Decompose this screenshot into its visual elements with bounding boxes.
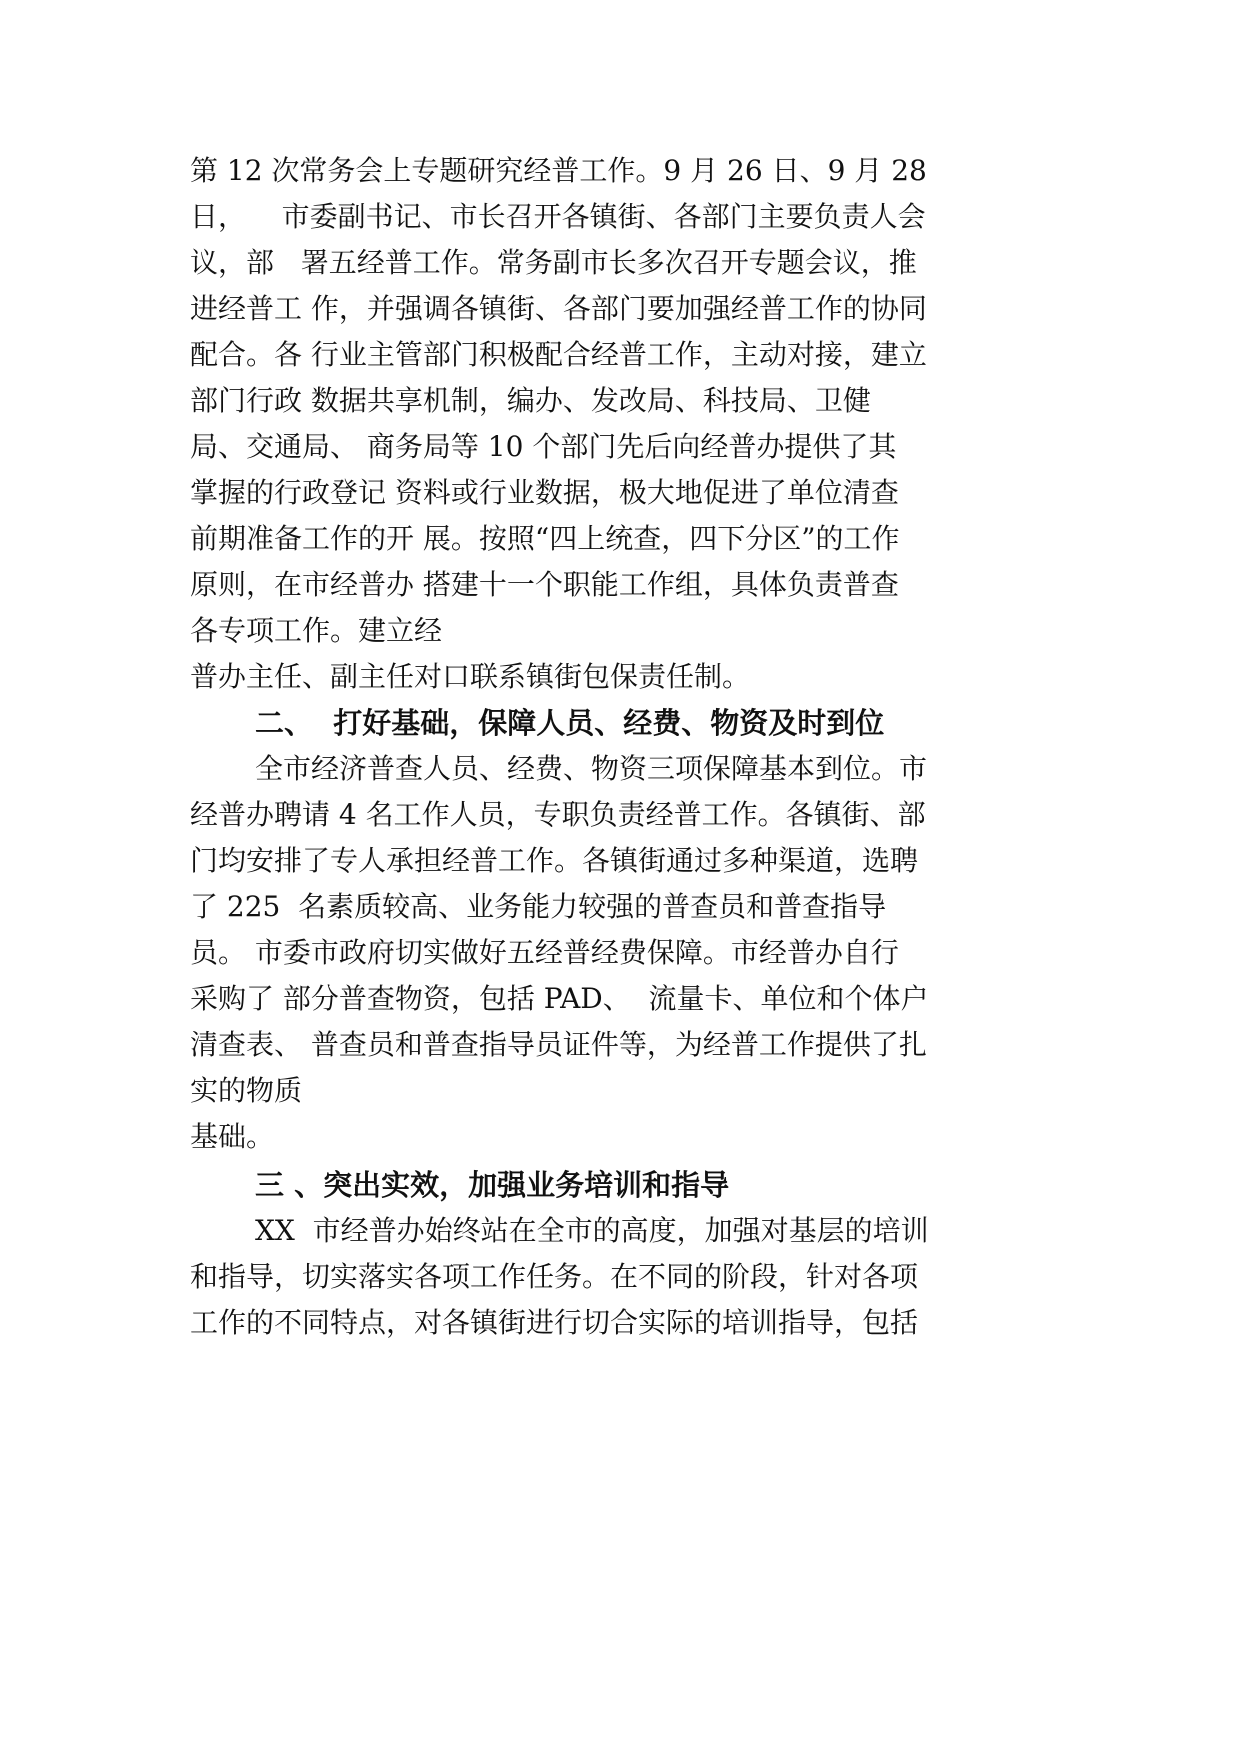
paragraph-line: 经普办聘请 4 名工作人员，专职负责经普工作。各镇街、部 xyxy=(190,798,926,831)
paragraph-line: 掌握的行政登记 资料或行业数据，极大地促进了单位清查 xyxy=(190,476,899,509)
paragraph-line: 和指导，切实落实各项工作任务。在不同的阶段，针对各项 xyxy=(190,1260,919,1293)
paragraph-line: 了 225 名素质较高、业务能力较强的普查员和普查指导 xyxy=(190,890,887,923)
section-heading: 二、 打好基础，保障人员、经费、物资及时到位 xyxy=(255,706,885,740)
paragraph-line: 基础。 xyxy=(190,1120,275,1153)
paragraph-line: 局、交通局、 商务局等 10 个部门先后向经普办提供了其 xyxy=(190,430,897,463)
paragraph-line: 配合。各 行业主管部门积极配合经普工作，主动对接，建立 xyxy=(190,338,927,371)
section-heading: 三 、突出实效，加强业务培训和指导 xyxy=(255,1168,730,1202)
paragraph-line: 部门行政 数据共享机制，编办、发改局、科技局、卫健 xyxy=(190,384,871,417)
paragraph-line: 普办主任、副主任对口联系镇街包保责任制。 xyxy=(190,660,751,693)
paragraph-line: 实的物质 xyxy=(190,1074,303,1107)
paragraph-line: 门均安排了专人承担经普工作。各镇街通过多种渠道，选聘 xyxy=(190,844,919,877)
paragraph-line: 采购了 部分普查物资，包括 PAD、 流量卡、单位和个体户 xyxy=(190,982,929,1015)
paragraph-line: 全市经济普查人员、经费、物资三项保障基本到位。市 xyxy=(255,752,928,785)
paragraph-line: 进经普工 作，并强调各镇街、各部门要加强经普工作的协同 xyxy=(190,292,927,325)
paragraph-line: XX 市经普办始终站在全市的高度，加强对基层的培训 xyxy=(255,1214,929,1247)
paragraph-line: 日， 市委副书记、市长召开各镇街、各部门主要负责人会 xyxy=(190,200,926,233)
paragraph-line: 议，部 署五经普工作。常务副市长多次召开专题会议，推 xyxy=(190,246,917,279)
paragraph-line: 第 12 次常务会上专题研究经普工作。9 月 26 日、9 月 28 xyxy=(190,154,927,187)
paragraph-line: 原则，在市经普办 搭建十一个职能工作组，具体负责普查 xyxy=(190,568,899,601)
paragraph-line: 各专项工作。建立经 xyxy=(190,614,443,647)
paragraph-line: 工作的不同特点，对各镇街进行切合实际的培训指导，包括 xyxy=(190,1306,919,1339)
paragraph-line: 前期准备工作的开 展。按照“四上统查，四下分区”的工作 xyxy=(190,522,900,555)
paragraph-line: 清查表、 普查员和普查指导员证件等，为经普工作提供了扎 xyxy=(190,1028,927,1061)
paragraph-line: 员。 市委市政府切实做好五经普经费保障。市经普办自行 xyxy=(190,936,899,969)
